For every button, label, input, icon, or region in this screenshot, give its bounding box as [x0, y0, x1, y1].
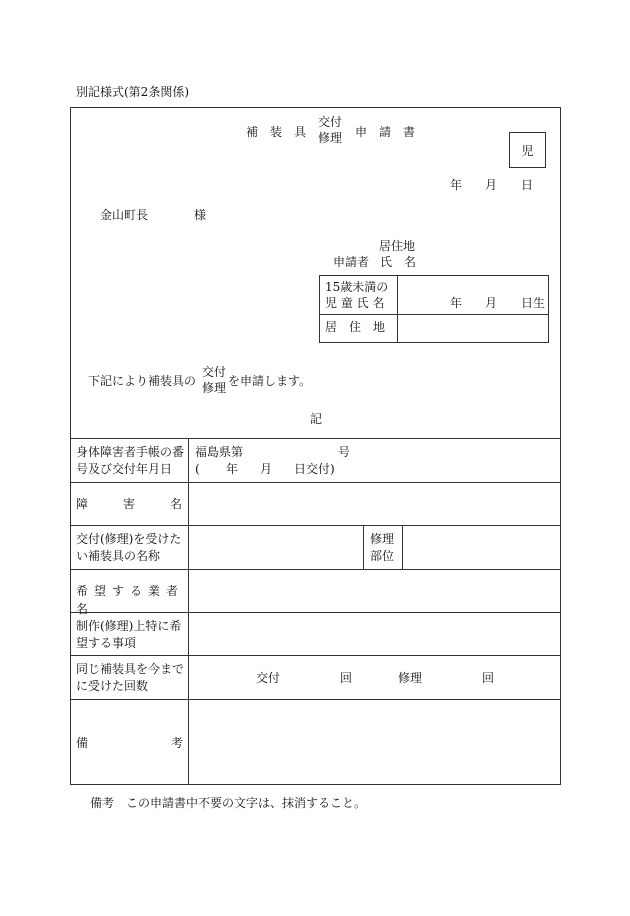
- addressee-honorific: 様: [194, 208, 207, 222]
- vendor-label: 希望する業者名: [76, 584, 182, 616]
- handbook-date-open: (: [195, 462, 200, 476]
- special-label-line2: 望する事項: [76, 636, 137, 650]
- child-stamp: [509, 132, 546, 168]
- form-title: 補 装 具: [246, 125, 307, 139]
- handbook-day-issued: 日交付): [294, 462, 335, 476]
- remarks-label-right: 考: [171, 736, 184, 750]
- title-option-repair: 修理: [318, 131, 343, 145]
- handbook-year: 年: [226, 462, 239, 476]
- handbook-prefecture: 福島県第: [195, 445, 244, 459]
- request-option-issue: 交付: [202, 365, 227, 379]
- child-address-label: 居 住 地: [325, 320, 386, 334]
- birth-year: 年: [450, 296, 463, 310]
- child-name-label-line2: 児 童 氏 名: [325, 296, 385, 310]
- history-repair-label: 修理: [398, 671, 423, 685]
- device-label-line1: 交付(修理)を受けた: [76, 532, 182, 546]
- history-issue-label: 交付: [256, 671, 281, 685]
- request-text-after: を申請します。: [228, 374, 312, 388]
- disability-label: 障 害 名: [76, 497, 182, 511]
- birth-month: 月: [485, 296, 498, 310]
- date-month: 月: [485, 178, 498, 192]
- handbook-month: 月: [260, 462, 273, 476]
- handbook-number-unit: 号: [338, 445, 351, 459]
- request-option-repair: 修理: [202, 381, 227, 395]
- applicant-role-label: 申請者: [333, 255, 370, 269]
- title-option-issue: 交付: [318, 115, 343, 129]
- handbook-label-line2: 号及び交付年月日: [76, 462, 173, 476]
- request-text-before: 下記により補装具の: [88, 374, 197, 388]
- footnote: 備考 この申請書中不要の文字は、抹消すること。: [90, 796, 367, 810]
- date-day: 日: [521, 178, 534, 192]
- applicant-name-label: 氏 名: [380, 255, 417, 269]
- special-label-line1: 制作(修理)上特に希: [76, 619, 182, 633]
- title-suffix: 申 請 書: [355, 125, 416, 139]
- device-label-line2: い補装具の名称: [76, 549, 161, 563]
- history-issue-unit: 回: [340, 671, 353, 685]
- applicant-address-label: 居住地: [379, 239, 416, 253]
- history-label-line2: に受けた回数: [76, 679, 149, 693]
- date-year: 年: [450, 178, 463, 192]
- remarks-label-left: 備: [76, 736, 89, 750]
- child-name-label-line1: 15歳未満の: [325, 280, 389, 294]
- repair-part-label-line1: 修理: [370, 532, 395, 546]
- repair-part-label-line2: 部位: [370, 549, 395, 563]
- birth-day: 日生: [521, 296, 546, 310]
- form-number-note: 別記様式(第2条関係): [76, 85, 189, 99]
- history-label-line1: 同じ補装具を今まで: [76, 662, 185, 676]
- ki-heading: 記: [310, 412, 323, 426]
- addressee-name: 金山町長: [100, 208, 149, 222]
- history-repair-unit: 回: [482, 671, 495, 685]
- handbook-label-line1: 身体障害者手帳の番: [76, 445, 185, 459]
- child-stamp-text: 児: [521, 143, 534, 158]
